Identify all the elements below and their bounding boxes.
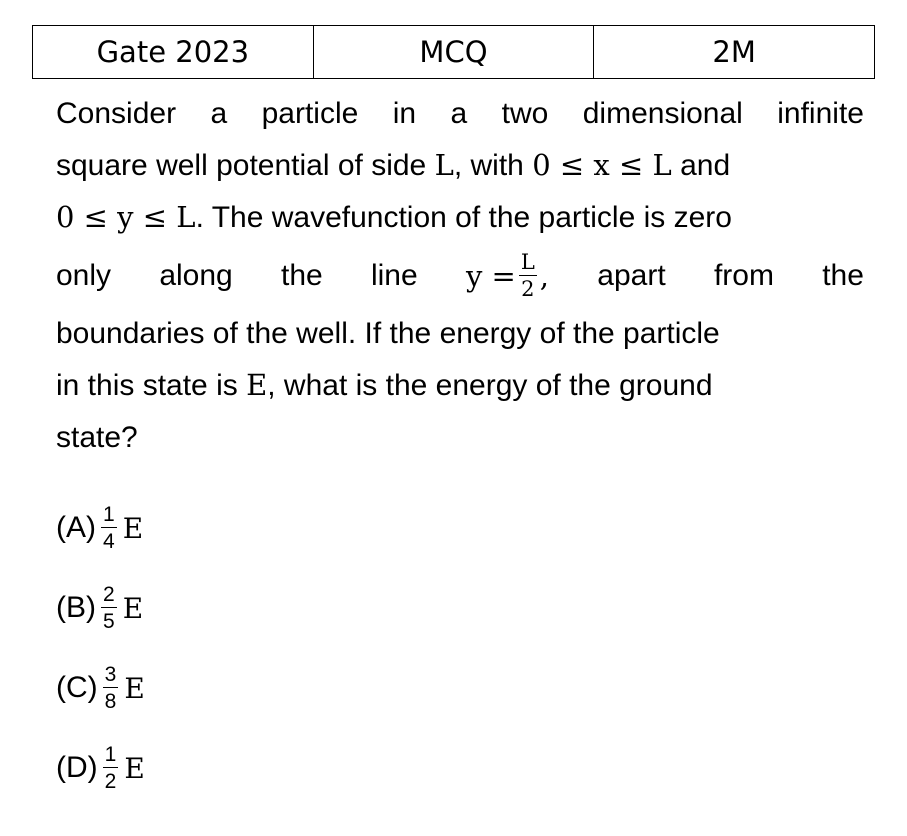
option-fraction [101, 504, 117, 552]
fraction-numerator: L [520, 250, 535, 274]
word: the [822, 259, 864, 292]
equation-lhs: y = [465, 258, 516, 293]
text-segment: and [671, 149, 731, 182]
word: apart [597, 259, 666, 292]
option-energy-symbol: E [122, 511, 144, 545]
option-letter: (D) [56, 751, 98, 784]
option-a[interactable] [56, 488, 145, 568]
word: line [370, 259, 418, 292]
option-d[interactable] [56, 728, 145, 808]
fraction-l-over-2 [519, 252, 537, 300]
line-text [56, 148, 730, 184]
word: only [56, 259, 112, 292]
question-type-cell: MCQ [313, 26, 594, 79]
equation-y-half [466, 252, 549, 300]
word: dimensional [582, 97, 743, 130]
math-energy: E [246, 368, 268, 402]
option-b[interactable] [56, 568, 145, 648]
line-text [56, 200, 732, 236]
marks-cell: 2M [594, 26, 875, 79]
word: particle [261, 97, 359, 130]
text-segment: , what is the energy of the ground [267, 369, 713, 402]
fraction-denominator: 8 [104, 690, 117, 713]
fraction-denominator: 2 [104, 770, 117, 793]
line-text [56, 368, 713, 404]
header-row [33, 26, 875, 79]
exam-cell: Gate 2023 [33, 26, 314, 79]
option-energy-symbol: E [124, 671, 145, 705]
question-text [56, 88, 864, 464]
math-side-length: L [434, 148, 454, 182]
text-segment: in this state is [56, 369, 247, 402]
question-line-6 [56, 360, 864, 412]
line-text: state? [56, 421, 138, 454]
equation-comma: , [539, 258, 550, 293]
word: the [280, 259, 323, 292]
question-line-3 [56, 192, 864, 244]
word: infinite [777, 97, 864, 130]
option-letter: (B) [56, 591, 96, 624]
word: from [713, 259, 774, 292]
fraction-denominator: 2 [521, 277, 535, 301]
answer-options [56, 488, 145, 808]
text-segment: square well potential of side [56, 149, 435, 182]
option-energy-symbol: E [122, 591, 144, 625]
word: along [159, 259, 233, 292]
option-c[interactable] [56, 648, 145, 728]
option-letter: (C) [56, 671, 98, 704]
option-energy-symbol: E [124, 751, 145, 785]
fraction-numerator: 3 [104, 663, 117, 686]
question-line-2 [56, 140, 864, 192]
question-line-1 [56, 88, 864, 140]
text-segment: . The wavefunction of the particle is zero [195, 201, 732, 234]
word: a [210, 97, 228, 130]
word: a [450, 97, 468, 130]
fraction-numerator: 1 [103, 503, 115, 526]
option-letter: (A) [56, 511, 96, 544]
word: Consider [56, 97, 177, 130]
word: in [392, 97, 417, 130]
word: two [501, 97, 549, 130]
fraction-numerator: 2 [103, 583, 115, 606]
header-table [32, 25, 875, 79]
question-line-5 [56, 308, 864, 360]
question-line-4 [56, 244, 864, 308]
math-x-range: 0 ≤ x ≤ L [532, 148, 672, 182]
text-segment: , with [453, 149, 533, 182]
fraction-numerator: 1 [104, 743, 117, 766]
question-line-7 [56, 412, 864, 464]
fraction-denominator: 4 [103, 530, 115, 553]
fraction-denominator: 5 [103, 610, 115, 633]
option-fraction [101, 584, 117, 632]
option-fraction [103, 744, 119, 792]
line-text: boundaries of the well. If the energy of the particle [56, 317, 720, 350]
math-y-range: 0 ≤ y ≤ L [56, 200, 196, 234]
option-fraction [103, 664, 119, 712]
